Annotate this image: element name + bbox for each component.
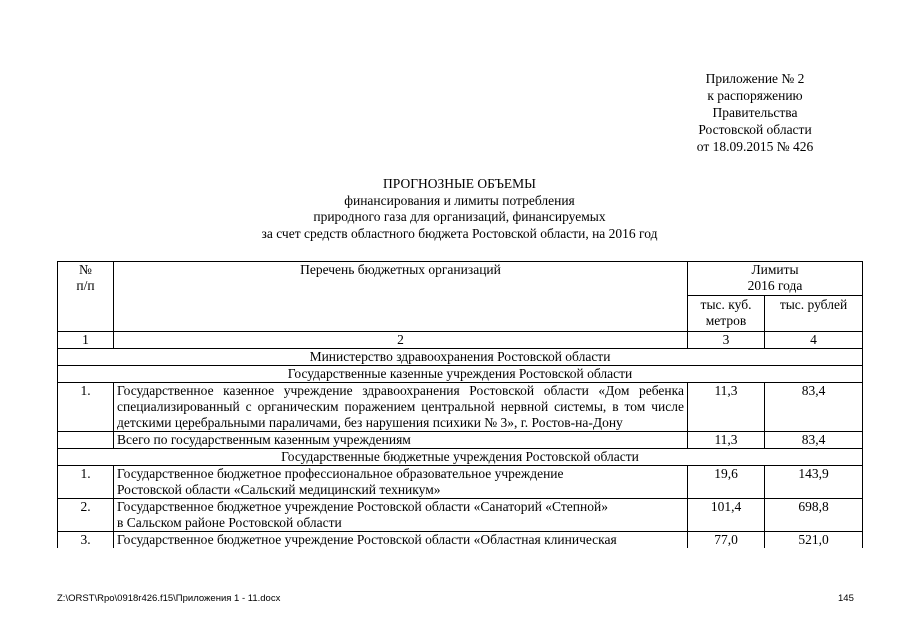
- appendix-line: к распоряжению: [707, 88, 803, 103]
- row-volume: 11,3: [688, 383, 765, 432]
- colnum: 3: [688, 332, 765, 349]
- colnum: 2: [114, 332, 688, 349]
- row-money: 143,9: [765, 466, 863, 499]
- table-row: [58, 383, 863, 432]
- row-num: 1.: [58, 383, 114, 432]
- appendix-line: Приложение № 2: [705, 71, 805, 86]
- row-org-name-line: Государственное бюджетное профессиональное образовательное учреждение: [117, 466, 564, 481]
- total-row: [58, 432, 863, 449]
- row-org-name: Государственное бюджетное учреждение Ростовской области «Областная клиническая: [114, 532, 688, 549]
- title-line: ПРОГНОЗНЫЕ ОБЪЕМЫ: [383, 176, 536, 191]
- title-line: финансирования и лимиты потребления: [344, 192, 575, 208]
- row-org-name-line: Государственное бюджетное учреждение Ростовской области «Санаторий «Степной»: [117, 499, 608, 514]
- row-org-name-line: Ростовской области «Сальский медицинский техникум»: [117, 482, 441, 497]
- appendix-line: Ростовской области: [698, 122, 812, 137]
- table-row: [58, 499, 863, 532]
- total-label: Всего по государственным казенным учреждениям: [114, 432, 688, 449]
- table-row: [58, 466, 863, 499]
- row-num: 1.: [58, 466, 114, 499]
- row-money: 83,4: [765, 383, 863, 432]
- row-num: 2.: [58, 499, 114, 532]
- colnum: 1: [58, 332, 114, 349]
- row-org-name-line: в Сальском районе Ростовской области: [117, 515, 342, 530]
- header-volume: тыс. куб. метров: [688, 296, 765, 332]
- section-row: [58, 366, 863, 383]
- footer-file-path: Z:\ORST\Rpo\0918r426.f15\Приложения 1 - 11.docx: [57, 593, 281, 604]
- row-num: 3.: [58, 532, 114, 549]
- row-org-name: Государственное казенное учреждение здравоохранения Ростовской области «Дом ребенка специализированный с органическим поражением центральной нервной системы, в том числе детскими церебральными параличами, без нарушения психики № 3», г. Ростов-на-Дону: [114, 383, 688, 432]
- header-num: № п/п: [58, 262, 114, 332]
- appendix-line: Правительства: [712, 105, 798, 120]
- section-title: Государственные казенные учреждения Ростовской области: [58, 366, 863, 383]
- column-numbers-row: [58, 332, 863, 349]
- title-line: за счет средств областного бюджета Ростовской области, на 2016 год: [261, 225, 658, 241]
- row-money: 698,8: [765, 499, 863, 532]
- total-volume: 11,3: [688, 432, 765, 449]
- header-limits: Лимиты 2016 года: [688, 262, 863, 296]
- ministry-name: Министерство здравоохранения Ростовской области: [58, 349, 863, 366]
- row-num: [58, 432, 114, 449]
- table-row: [58, 532, 863, 549]
- ministry-row: [58, 349, 863, 366]
- header-org: Перечень бюджетных организаций: [114, 262, 688, 332]
- row-volume: 77,0: [688, 532, 765, 549]
- section-row: [58, 449, 863, 466]
- title-line: природного газа для организаций, финансируемых: [313, 209, 606, 224]
- colnum: 4: [765, 332, 863, 349]
- limits-table: [57, 261, 863, 548]
- footer-page-number: 145: [838, 593, 854, 604]
- appendix-line: от 18.09.2015 № 426: [696, 139, 814, 154]
- appendix-block: [640, 70, 870, 155]
- document-title: [57, 176, 862, 242]
- row-volume: 19,6: [688, 466, 765, 499]
- row-org-name: [114, 466, 688, 499]
- header-row: [58, 262, 863, 296]
- header-money: тыс. рублей: [765, 296, 863, 332]
- section-title: Государственные бюджетные учреждения Ростовской области: [58, 449, 863, 466]
- row-volume: 101,4: [688, 499, 765, 532]
- row-money: 521,0: [765, 532, 863, 549]
- row-org-name: [114, 499, 688, 532]
- total-money: 83,4: [765, 432, 863, 449]
